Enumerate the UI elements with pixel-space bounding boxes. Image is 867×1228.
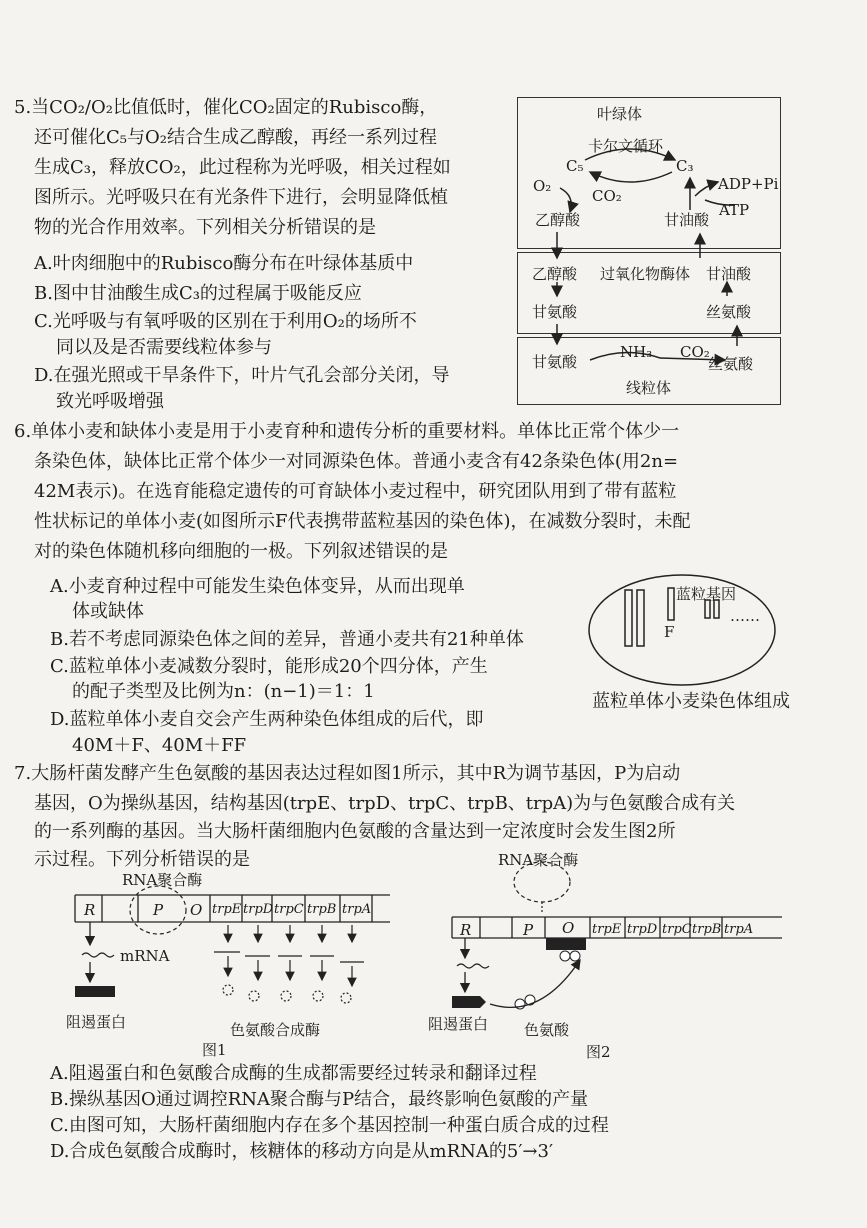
fig1-gene: trpA (342, 902, 372, 917)
fig2-trp: 色氨酸 (524, 1021, 570, 1039)
label-dots: …… (730, 607, 760, 625)
fig1-gene: trpB (307, 902, 337, 917)
q7-line: 示过程。下列分析错误的是 (34, 849, 250, 870)
option-d: D.蓝粒单体小麦自交会产生两种染色体组成的后代，即 (50, 709, 484, 730)
q7-line: 的一系列酶的基因。当大肠杆菌细胞内色氨酸的含量达到一定浓度时会发生图2所 (34, 821, 676, 842)
fig1-gene: trpD (243, 902, 274, 917)
fig2-gene: trpE (592, 922, 622, 937)
q6-line: 性状标记的单体小麦(如图所示F代表携带蓝粒基因的染色体)，在减数分裂时，未配 (34, 511, 691, 532)
fig1-rnap: RNA聚合酶 (122, 871, 203, 889)
fig2-rnap: RNA聚合酶 (498, 851, 579, 869)
fig2-repressor: 阻遏蛋白 (428, 1015, 489, 1033)
option-c: C.蓝粒单体小麦减数分裂时，能形成20个四分体，产生 (50, 656, 488, 677)
q7-line: 基因，O为操纵基因，结构基因(trpE、trpD、trpC、trpB、trpA)为与色氨酸合成有关 (34, 793, 736, 814)
label-nh3: NH₃ (620, 343, 653, 361)
label-adp: ADP+Pi (718, 175, 779, 193)
q6-line: 42M表示)。在选育能稳定遗传的可育缺体小麦过程中，研究团队用到了带有蓝粒 (34, 481, 677, 502)
fig2-r: R (460, 921, 472, 939)
option-a: A.小麦育种过程中可能发生染色体变异，从而出现单 (50, 576, 465, 597)
fig1-gene: trpE (212, 902, 242, 917)
option-a: A.叶肉细胞中的Rubisco酶分布在叶绿体基质中 (34, 253, 414, 274)
label-calvin: 卡尔文循环 (588, 137, 664, 155)
fig1-r: R (84, 901, 96, 919)
label-glycine: 甘氨酸 (532, 303, 578, 321)
fig1-o: O (190, 901, 203, 919)
q6-caption: 蓝粒单体小麦染色体组成 (592, 691, 790, 712)
option-b: B.若不考虑同源染色体之间的差异，普通小麦共有21种单体 (50, 629, 524, 650)
q6-line: 6.单体小麦和缺体小麦是用于小麦育种和遗传分析的重要材料。单体比正常个体少一 (14, 421, 680, 442)
label-glycolate2: 乙醇酸 (532, 265, 578, 283)
label-co2b: CO₂ (680, 343, 710, 361)
fig2-gene: trpD (627, 922, 658, 937)
option-c: C.由图可知，大肠杆菌细胞内存在多个基因控制一种蛋白质合成的过程 (50, 1115, 609, 1136)
label-glycerate2: 甘油酸 (706, 265, 752, 283)
q5-line: 物的光合作用效率。下列相关分析错误的是 (34, 217, 376, 238)
option-d-cont: 40M＋F、40M＋FF (72, 735, 247, 756)
fig2-o: O (562, 919, 575, 937)
option-c-cont: 的配子类型及比例为n：(n−1)＝1：1 (72, 681, 375, 702)
fig1-gene: trpC (274, 902, 304, 917)
fig1-p: P (153, 901, 164, 919)
fig2-gene: trpC (662, 922, 692, 937)
q5-line: 图所示。光呼吸只在有光条件下进行，会明显降低植 (34, 187, 448, 208)
label-chloroplast: 叶绿体 (597, 105, 643, 123)
fig2-caption: 图2 (586, 1043, 611, 1061)
fig2-gene: trpB (692, 922, 722, 937)
label-c5: C₅ (566, 157, 584, 175)
label-f: F (664, 623, 675, 641)
option-b: B.操纵基因O通过调控RNA聚合酶与P结合，最终影响色氨酸的产量 (50, 1089, 589, 1110)
q6-line: 条染色体，缺体比正常个体少一对同源染色体。普通小麦含有42条染色体(用2n= (34, 451, 679, 472)
label-mito: 线粒体 (626, 379, 672, 397)
label-c3: C₃ (676, 157, 694, 175)
fig1-caption: 图1 (202, 1041, 227, 1059)
label-atp: ATP (719, 201, 750, 219)
label-peroxisome: 过氧化物酶体 (600, 265, 691, 283)
label-glycine2: 甘氨酸 (532, 353, 578, 371)
fig1-mrna: mRNA (120, 947, 170, 965)
option-b: B.图中甘油酸生成C₃的过程属于吸能反应 (34, 283, 362, 304)
fig2-p: P (523, 921, 534, 939)
label-glycolate: 乙醇酸 (535, 211, 581, 229)
option-a-cont: 体或缺体 (72, 601, 144, 622)
option-c-cont: 同以及是否需要线粒体参与 (56, 337, 272, 358)
option-c: C.光呼吸与有氧呼吸的区别在于利用O₂的场所不 (34, 311, 417, 332)
q7-line: 7.大肠杆菌发酵产生色氨酸的基因表达过程如图1所示，其中R为调节基因，P为启动 (14, 763, 681, 784)
label-serine2: 丝氨酸 (708, 355, 754, 373)
label-serine: 丝氨酸 (706, 303, 752, 321)
label-blue-gene: 蓝粒基因 (676, 585, 737, 603)
q6-line: 对的染色体随机移向细胞的一极。下列叙述错误的是 (34, 541, 448, 562)
fig2-gene: trpA (724, 922, 754, 937)
label-glycerate: 甘油酸 (664, 211, 710, 229)
option-a: A.阻遏蛋白和色氨酸合成酶的生成都需要经过转录和翻译过程 (50, 1063, 537, 1084)
q5-line: 生成C₃，释放CO₂，此过程称为光呼吸，相关过程如 (34, 157, 451, 178)
option-d: D.合成色氨酸合成酶时，核糖体的移动方向是从mRNA的5′→3′ (50, 1141, 554, 1162)
label-o2: O₂ (533, 177, 552, 195)
fig1-enzyme: 色氨酸合成酶 (230, 1021, 321, 1039)
label-co2: CO₂ (592, 187, 622, 205)
q5-line: 还可催化C₅与O₂结合生成乙醇酸，再经一系列过程 (34, 127, 437, 148)
option-d-cont: 致光呼吸增强 (56, 391, 164, 412)
fig1-repressor: 阻遏蛋白 (66, 1013, 127, 1031)
option-d: D.在强光照或干旱条件下，叶片气孔会部分关闭，导 (34, 365, 450, 386)
q5-line: 5.当CO₂/O₂比值低时，催化CO₂固定的Rubisco酶， (14, 97, 438, 118)
